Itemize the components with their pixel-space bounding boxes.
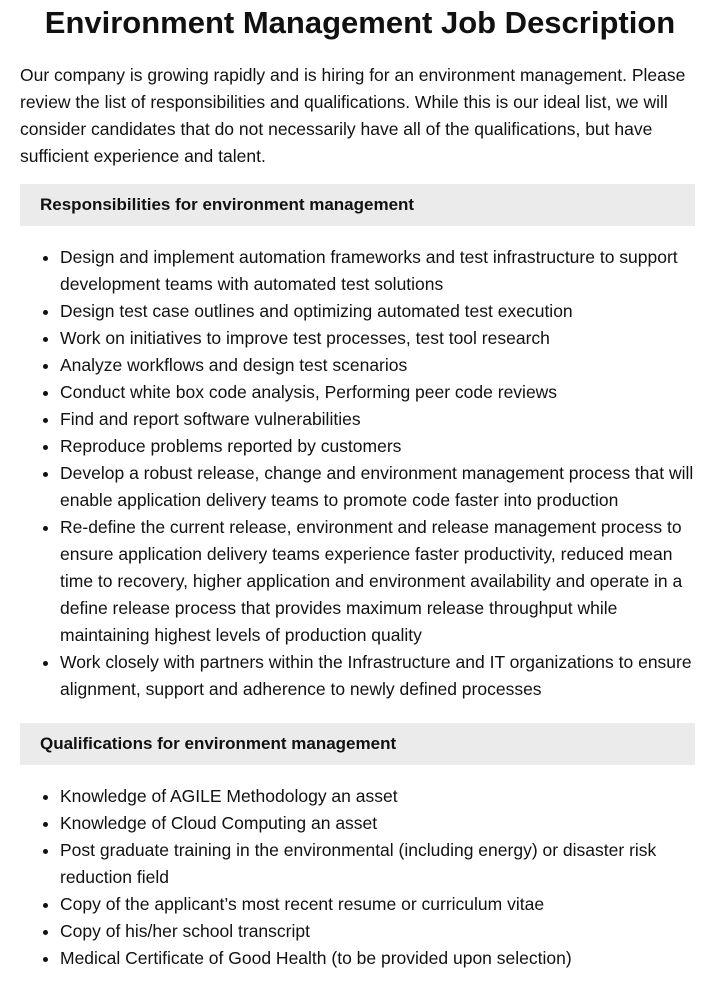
- qualifications-list: [20, 783, 700, 972]
- list-item: • Design and implement automation frameworks and test infrastructure to support development teams with automated test solutions: [60, 244, 700, 298]
- list-item: • Re-define the current release, environment and release management process to ensure application delivery teams experience faster productivity, reduced mean time to recovery, higher application and environment availability and operate in a define release process that provides maximum release throughput while maintaining highest levels of production quality: [60, 514, 700, 649]
- list-item: • Post graduate training in the environmental (including energy) or disaster risk reduction field: [60, 837, 700, 891]
- list-item: • Copy of his/her school transcript: [60, 918, 700, 945]
- responsibilities-list: [20, 244, 700, 703]
- list-item: • Conduct white box code analysis, Performing peer code reviews: [60, 379, 700, 406]
- list-item: • Design test case outlines and optimizing automated test execution: [60, 298, 700, 325]
- intro-text: Our company is growing rapidly and is hiring for an environment management. Please review the list of responsibilities and qualifications. While this is our ideal list, we will consider candidates that do not necessarily have all of the qualifications, but have sufficient experience and talent.: [20, 65, 686, 166]
- list-item: • Copy of the applicant’s most recent resume or curriculum vitae: [60, 891, 700, 918]
- list-item: • Medical Certificate of Good Health (to be provided upon selection): [60, 945, 700, 972]
- list-item: • Find and report software vulnerabilities: [60, 406, 700, 433]
- responsibilities-heading: Responsibilities for environment management: [20, 184, 695, 226]
- qualifications-heading: Qualifications for environment management: [20, 723, 695, 765]
- list-item: • Knowledge of AGILE Methodology an asset: [60, 783, 700, 810]
- list-item: • Knowledge of Cloud Computing an asset: [60, 810, 700, 837]
- list-item: • Work closely with partners within the Infrastructure and IT organizations to ensure alignment, support and adherence to newly defined processes: [60, 649, 700, 703]
- list-item: • Work on initiatives to improve test processes, test tool research: [60, 325, 700, 352]
- list-item: • Develop a robust release, change and environment management process that will enable application delivery teams to promote code faster into production: [60, 460, 700, 514]
- list-item: • Reproduce problems reported by customers: [60, 433, 700, 460]
- list-item: • Analyze workflows and design test scenarios: [60, 352, 700, 379]
- page-title: Environment Management Job Description: [44, 5, 676, 40]
